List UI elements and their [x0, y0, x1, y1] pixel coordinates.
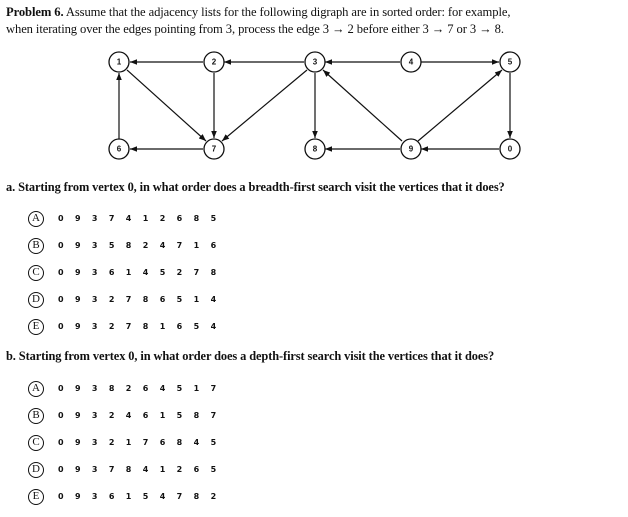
- question-b-options: [28, 375, 220, 510]
- edge-9-3: [323, 70, 402, 141]
- option-sequence: 0 9 3 6 1 5 4 7 8 2: [58, 492, 221, 501]
- node-1: [109, 52, 129, 72]
- digraph-svg: [0, 48, 628, 168]
- question-a-options: [28, 205, 220, 340]
- problem-label: Problem 6.: [6, 5, 64, 19]
- option-badge: B: [28, 238, 44, 254]
- node-0-label: 0: [507, 144, 513, 154]
- option-b-A[interactable]: [28, 375, 220, 402]
- option-b-C[interactable]: [28, 429, 220, 456]
- problem-statement: [6, 4, 622, 38]
- option-badge: A: [28, 381, 44, 397]
- digraph-figure: [0, 48, 628, 168]
- option-badge: D: [28, 292, 44, 308]
- option-a-B[interactable]: [28, 232, 220, 259]
- node-3-label: 3: [312, 57, 318, 67]
- node-7-label: 7: [211, 144, 217, 154]
- option-a-E[interactable]: [28, 313, 220, 340]
- option-sequence: 0 9 3 5 8 2 4 7 1 6: [58, 241, 221, 250]
- node-7: [204, 139, 224, 159]
- option-sequence: 0 9 3 2 7 8 6 5 1 4: [58, 295, 221, 304]
- node-2: [204, 52, 224, 72]
- question-a: a. Starting from vertex 0, in what order does a breadth-first search visit the vertices that it does?: [6, 180, 505, 194]
- node-9: [401, 139, 421, 159]
- node-3: [305, 52, 325, 72]
- node-5-label: 5: [507, 57, 513, 67]
- option-badge: E: [28, 319, 44, 335]
- problem-line-2: when iterating over the edges pointing from 3, process the edge 3 → 2 before either 3 → 7 or 3 → 8.: [6, 22, 504, 36]
- node-4-label: 4: [408, 57, 414, 67]
- node-2-label: 2: [211, 57, 217, 67]
- option-sequence: 0 9 3 2 1 7 6 8 4 5: [58, 438, 221, 447]
- node-8-label: 8: [312, 144, 318, 154]
- option-sequence: 0 9 3 2 4 6 1 5 8 7: [58, 411, 221, 420]
- node-8: [305, 139, 325, 159]
- option-sequence: 0 9 3 7 8 4 1 2 6 5: [58, 465, 221, 474]
- option-badge: D: [28, 462, 44, 478]
- option-b-B[interactable]: [28, 402, 220, 429]
- option-a-C[interactable]: [28, 259, 220, 286]
- option-badge: C: [28, 265, 44, 281]
- edge-3-7: [222, 70, 307, 141]
- edge-1-7: [127, 70, 206, 141]
- node-6-label: 6: [116, 144, 122, 154]
- option-b-D[interactable]: [28, 456, 220, 483]
- node-4: [401, 52, 421, 72]
- problem-line-1: [6, 4, 622, 21]
- node-9-label: 9: [408, 144, 414, 154]
- option-sequence: 0 9 3 2 7 8 1 6 5 4: [58, 322, 221, 331]
- option-sequence: 0 9 3 8 2 6 4 5 1 7: [58, 384, 221, 393]
- problem-text-1: Assume that the adjacency lists for the following digraph are in sorted order: for example,: [65, 5, 511, 19]
- option-b-E[interactable]: [28, 483, 220, 510]
- node-5: [500, 52, 520, 72]
- node-0: [500, 139, 520, 159]
- edge-9-5: [418, 70, 502, 141]
- node-6: [109, 139, 129, 159]
- option-a-A[interactable]: [28, 205, 220, 232]
- option-sequence: 0 9 3 6 1 4 5 2 7 8: [58, 268, 221, 277]
- option-badge: C: [28, 435, 44, 451]
- option-badge: A: [28, 211, 44, 227]
- option-sequence: 0 9 3 7 4 1 2 6 8 5: [58, 214, 221, 223]
- option-a-D[interactable]: [28, 286, 220, 313]
- node-1-label: 1: [116, 57, 122, 67]
- option-badge: B: [28, 408, 44, 424]
- option-badge: E: [28, 489, 44, 505]
- question-b: b. Starting from vertex 0, in what order does a depth-first search visit the vertices that it does?: [6, 349, 495, 363]
